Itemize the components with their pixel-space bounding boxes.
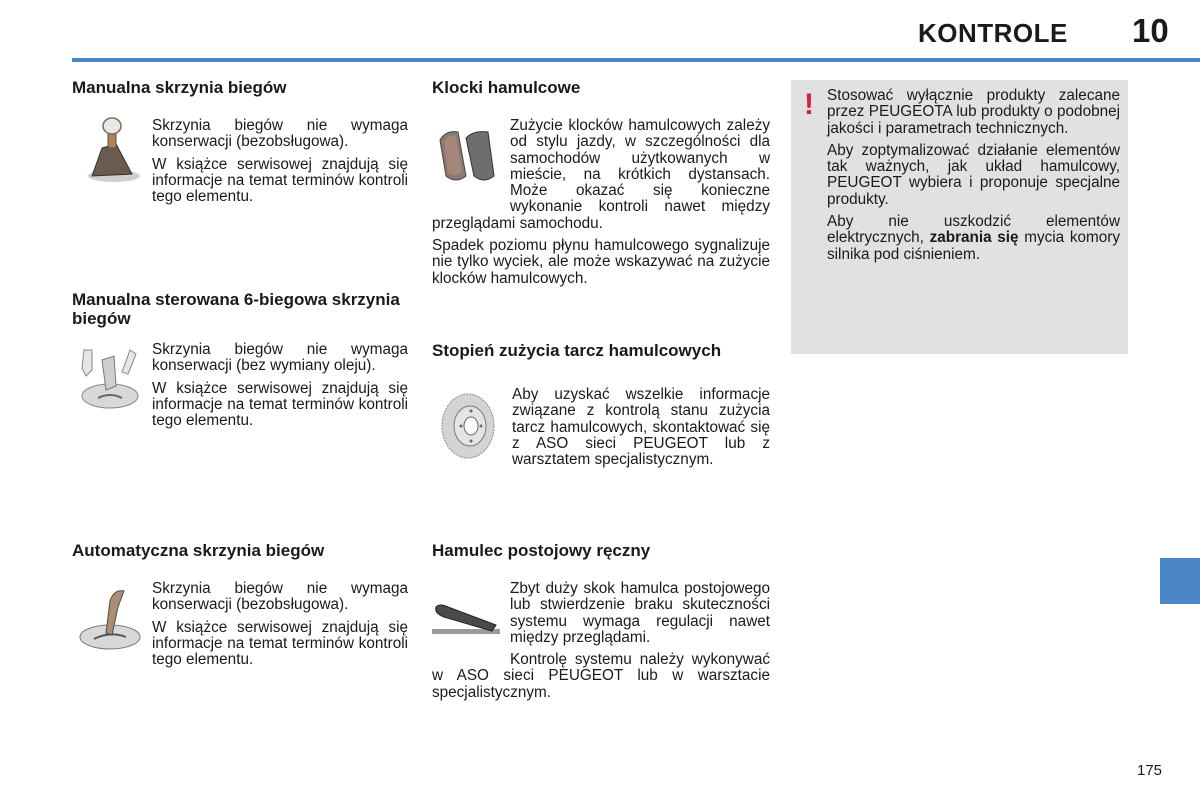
section-automatic-gearbox [72,541,412,669]
manual-gear-lever-icon [80,114,144,191]
section-title: Manualna sterowana 6-biegowa skrzynia biegów [72,290,400,328]
exclamation-icon: ! [804,88,814,121]
chapter-title: KONTROLE [918,18,1068,48]
brake-disc-icon [436,391,500,466]
section-body: Aby uzyskać wszelkie informacje związane z kontrolą stanu zużycia tarcz hamulcowych, skontaktować się z ASO sieci PEUGEOT lub z warsztatem specjalistycznym. [512,386,770,469]
section-title: Stopień zużycia tarcz hamulcowych [432,341,722,360]
section-body: Skrzynia biegów nie wymaga konserwacji (bez wymiany oleju). W książce serwisowej znajdują się informacje na temat terminów kontroli tego elementu. [152,341,408,430]
section-title: Manualna skrzynia biegów [72,78,287,97]
section-brake-pads [432,78,770,287]
warning-box [791,80,1128,354]
electronic-gearbox-icon [76,346,146,417]
warning-text: Stosować wyłącznie produkty zalecane przez PEUGEOTA lub produkty o podobnej jakości i parametrach technicznych. Aby zoptymalizować działanie elementów tak ważnych, jak układ hamulcowy, PEUGEOT wybiera i proponuje specjalne produkty. Aby nie uszkodzić elementów elektrycznych, zabrania się mycia komory silnika pod ciśnieniem. [827,87,1120,263]
section-body: Zbyt duży skok hamulca postojowego lub stwierdzenie braku skuteczności systemu wymaga regulacji nawet między przeglądami. Kontrolę systemu należy wykonywać w ASO sieci PEUGEOT lub w warsztacie specjalistycznym. [432,580,770,701]
chapter-side-tab [1160,558,1200,604]
section-title: Automatyczna skrzynia biegów [72,541,325,560]
section-parking-brake [432,541,770,701]
header-rule [72,58,1200,62]
automatic-gear-selector-icon [76,585,146,660]
section-body: Zużycie klocków hamulcowych zależy od stylu jazdy, w szczególności dla samochodów użytkowanych w mieście, na krótkich dystansach. Może okazać się konieczne wykonanie kontroli nawet między przeglądami samochodu. Spadek poziomu płynu hamulcowego sygnalizuje nie tylko wyciek, ale może wskazywać na zużycie klocków hamulcowych. [432,117,770,287]
chapter-number: 10 [1132,12,1169,49]
page-number: 175 [1137,762,1163,779]
section-body: Skrzynia biegów nie wymaga konserwacji (bezobsługowa). W książce serwisowej znajdują się informacje na temat terminów kontroli tego elementu. [152,117,408,206]
warning-emphasis: zabrania się [929,229,1019,247]
section-title: Klocki hamulcowe [432,78,581,97]
section-manual-gearbox [72,78,412,206]
section-brake-discs [432,341,770,469]
section-manual-6speed [72,290,412,430]
section-body: Skrzynia biegów nie wymaga konserwacji (bezobsługowa). W książce serwisowej znajdują się informacje na temat terminów kontroli tego elementu. [152,580,408,669]
section-title: Hamulec postojowy ręczny [432,541,651,560]
